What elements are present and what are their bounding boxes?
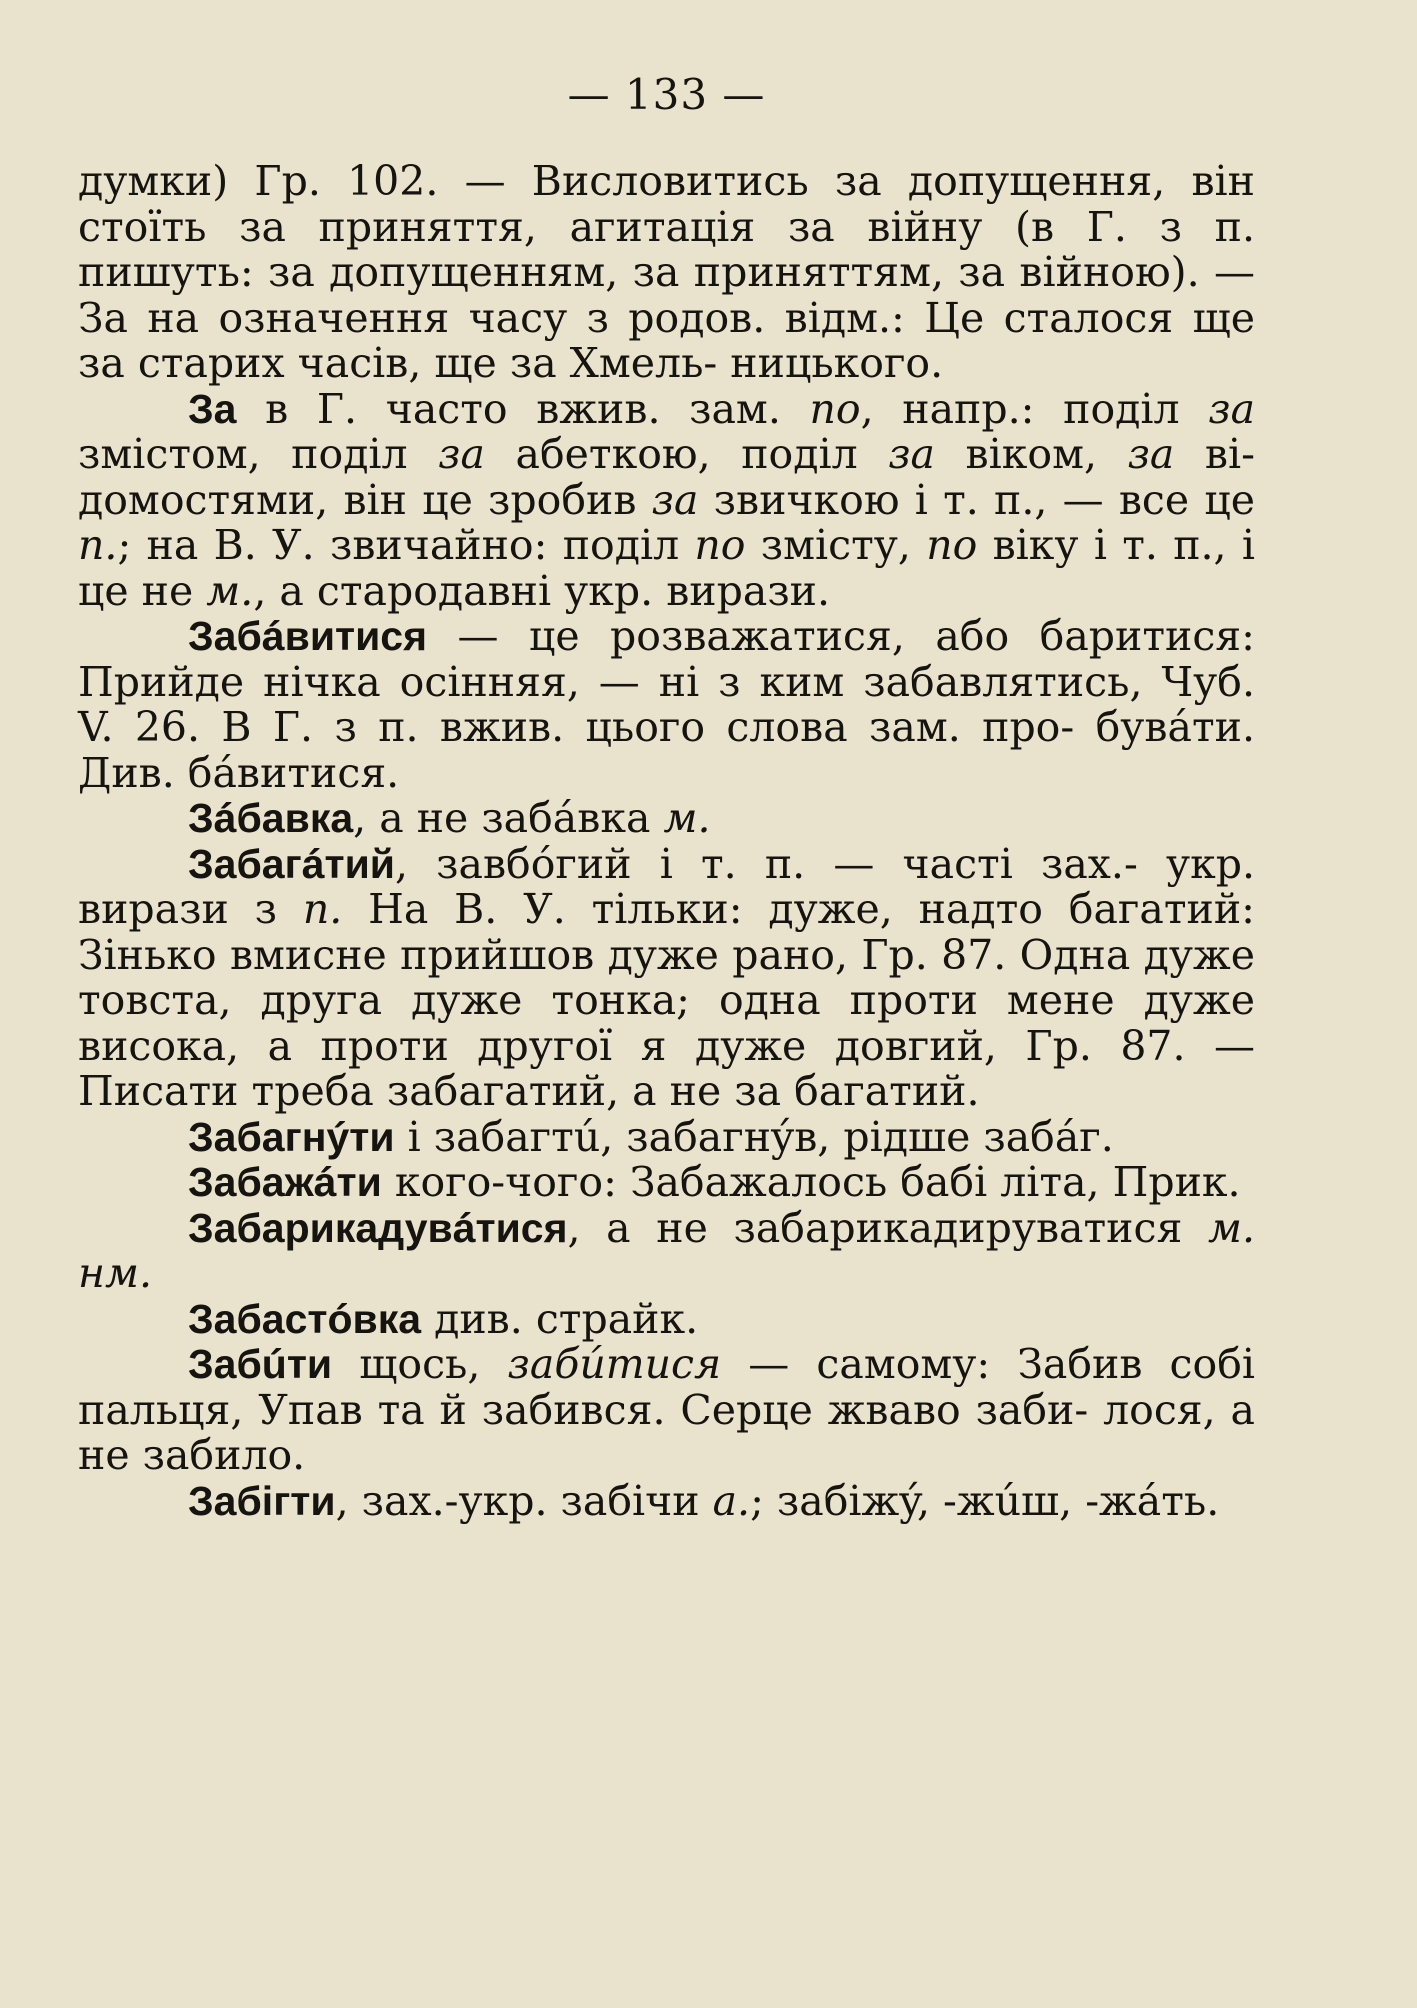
entry-text: 87. Одна дуже товста, друга дуже тонка; одна — [78, 930, 1255, 1024]
entry-text: , а не забáвка — [353, 794, 664, 842]
entry-text: кого-чого: Забажалось бабі літа, — [381, 1158, 1100, 1206]
entry-text: щось, — [332, 1340, 508, 1388]
italic-term: за — [438, 430, 485, 478]
entry-text: проти мене дуже висока, а проти другої я дуже — [78, 976, 1255, 1070]
entry-text: ; забіжý, -жúш, — [750, 1476, 1073, 1525]
entry-text: , завбóгий і т. п. — часті зах.- — [394, 839, 1138, 888]
text-line: думки) Гр. 102. — Висловитись за допущення, — [78, 157, 1166, 205]
entry-text: див. страйк. — [421, 1294, 699, 1343]
entry-zabihty — [78, 1476, 1255, 1525]
italic-term: п. — [78, 521, 118, 569]
entry-text: змісту, — [745, 521, 911, 569]
entry-text: віку і т. п., і це не — [78, 521, 1255, 615]
entry-text: за багатий. — [734, 1067, 980, 1115]
entry-headword: Забáвитися — [188, 613, 428, 659]
entry-text: довгий, Гр. 87. — Писати треба забагатий, а не — [78, 1021, 1255, 1115]
entry-text: Прийде нічка осінняя, — ні з ким забавлятись, — [78, 657, 1143, 706]
entry-text: -жáть. — [1085, 1476, 1220, 1525]
entry-text: укр. вирази з — [78, 839, 1255, 933]
italic-term: за — [1127, 430, 1175, 478]
entry-text: абеткою, поділ — [484, 430, 889, 478]
paragraph-continuation — [78, 159, 1255, 387]
entry-text: — це розважатися, або баритися: — [427, 612, 1255, 660]
entry-za — [78, 384, 1256, 615]
page-number: — 133 — — [567, 70, 766, 119]
entry-text: , а стародавні укр. — [253, 566, 654, 615]
entry-text: На В. У. тільки: дуже, надто — [342, 885, 1043, 933]
entry-text: Прик. — [1112, 1158, 1241, 1206]
italic-term: м. нм. — [78, 1203, 1255, 1297]
entry-zabahatyi — [78, 839, 1255, 1115]
entry-text: в Г. часто вжив. зам. — [236, 384, 810, 433]
entry-zabarykaduvatysia — [78, 1203, 1255, 1297]
entry-text: Чуб. V. 26. В Г. з п. вжив. цього слова зам. про- — [78, 657, 1255, 751]
entry-headword: Забажáти — [188, 1159, 382, 1205]
entry-text: все це — [1118, 475, 1255, 524]
text-line: з п. пишуть: за допущенням, за приняттям, за — [78, 202, 1255, 296]
text-line: він стоїть за приняття, агитація за війну (в Г. — [78, 157, 1255, 251]
entry-text: віком, — [935, 430, 1128, 478]
italic-term: по — [926, 521, 978, 569]
entry-text: вирази. — [666, 566, 831, 615]
italic-term: м. — [206, 566, 254, 615]
entry-zabavytysia — [78, 614, 1255, 796]
text-line: Це сталося ще за старих часів, ще за Хмель- — [78, 293, 1255, 387]
entry-text: змістом, поділ — [78, 430, 439, 478]
italic-term: м. — [663, 794, 711, 842]
italic-term: за — [651, 475, 699, 524]
entry-text: багатий: Зінько вмисне прийшов дуже рано, Гр. — [78, 885, 1255, 979]
entry-text: , зах.-укр. забічи — [335, 1476, 713, 1525]
italic-term: забúтися — [507, 1340, 722, 1388]
entry-zabyty — [78, 1342, 1255, 1479]
entry-headword: Забарикадувáтися — [188, 1204, 568, 1251]
entry-headword: Забагáтий — [188, 840, 395, 887]
text-line: ницького. — [730, 339, 944, 387]
italic-term: п. — [302, 885, 343, 933]
entry-zabastovka — [78, 1294, 1255, 1343]
entry-text: лося, а не забило. — [78, 1385, 1255, 1479]
text-line: війною). — За на означення часу з родов. відм.: — [78, 248, 1255, 342]
entry-text: ві- — [1174, 430, 1255, 478]
entry-headword: За — [188, 385, 237, 432]
entry-text: ; на В. У. звичайно: поділ — [117, 521, 695, 569]
entry-headword: Забастóвка — [188, 1295, 422, 1342]
italic-term: за — [888, 430, 935, 478]
entry-zabazhaty — [78, 1160, 1255, 1206]
entry-text: і забагтú, забагнýв, рідше забáг. — [394, 1112, 1114, 1161]
italic-term: за — [1208, 384, 1256, 433]
entry-headword: Забігти — [188, 1477, 336, 1524]
entry-text: пальця, Упав та й забився. Серце жваво заби- — [78, 1385, 1089, 1434]
italic-term: по — [694, 521, 746, 569]
entry-zabavka — [78, 796, 1255, 842]
entry-text: домостями, він це зробив — [78, 475, 652, 524]
entry-text: — самому: Забив собі — [721, 1340, 1255, 1388]
entry-text: , напр.: поділ — [860, 384, 1209, 433]
entry-headword: Зáбавка — [188, 795, 354, 841]
entry-zabahnuty — [78, 1112, 1255, 1161]
entry-headword: Забúти — [188, 1341, 333, 1387]
italic-term: а. — [712, 1476, 751, 1525]
entry-headword: Забагнýти — [188, 1113, 395, 1160]
entry-text: бувáти. Див. бáвитися. — [78, 703, 1255, 797]
entry-text: , а не забарикадируватися — [567, 1203, 1183, 1252]
italic-term: по — [809, 384, 861, 433]
entry-text: звичкою і т. п., — — [698, 475, 1104, 524]
